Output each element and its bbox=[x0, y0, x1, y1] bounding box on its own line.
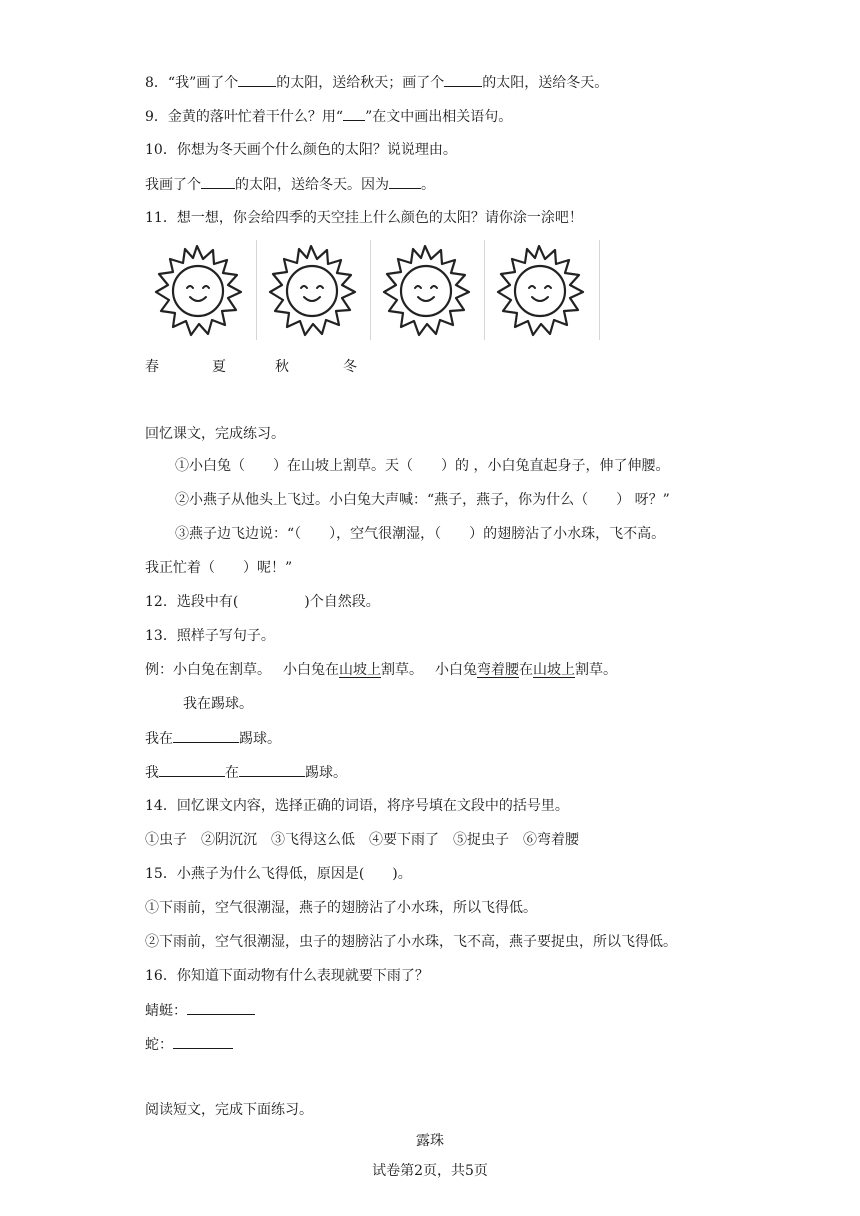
question-8: 8．“我”画了个 的太阳，送给秋天；画了个 的太阳，送给冬天。 bbox=[145, 72, 608, 93]
answer-blank[interactable] bbox=[389, 174, 421, 189]
question-15-option-1[interactable]: ①下雨前，空气很潮湿，燕子的翅膀沾了小水珠，所以飞得低。 bbox=[145, 900, 537, 916]
sun-smiling-icon[interactable] bbox=[261, 240, 373, 340]
answer-blank[interactable] bbox=[239, 762, 305, 777]
season-label-spring: 春 bbox=[145, 359, 159, 375]
divider bbox=[599, 240, 600, 340]
question-13: 13．照样子写句子。 bbox=[145, 628, 275, 644]
divider bbox=[256, 240, 257, 340]
answer-blank[interactable] bbox=[238, 72, 276, 87]
season-label-summer: 夏 bbox=[212, 359, 226, 375]
underline-mark bbox=[343, 106, 365, 121]
given-sentence: 我在踢球。 bbox=[183, 696, 253, 712]
answer-blank[interactable] bbox=[201, 174, 235, 189]
passage-paragraph-2: ②小燕子从他头上飞过。小白兔大声喊：“燕子，燕子，你为什么（ ） 呀？” bbox=[175, 492, 670, 508]
question-13-answer-1: 我在 踢球。 bbox=[145, 728, 281, 749]
sun-smiling-icon[interactable] bbox=[375, 240, 487, 340]
answer-blank[interactable] bbox=[444, 72, 482, 87]
question-10-answer: 我画了个 的太阳，送给冬天。因为 。 bbox=[145, 174, 435, 195]
example-sentences: 例：小白兔在割草。 小白兔在山坡上割草。 小白兔弯着腰在山坡上割草。 bbox=[145, 662, 617, 678]
question-14-options: ①虫子 ②阴沉沉 ③飞得这么低 ④要下雨了 ⑤捉虫子 ⑥弯着腰 bbox=[145, 832, 579, 848]
passage-paragraph-1: ①小白兔（ ）在山坡上割草。天（ ）的 ，小白兔直起身子，伸了伸腰。 bbox=[175, 458, 670, 474]
season-label-autumn: 秋 bbox=[275, 359, 289, 375]
question-15-option-2[interactable]: ②下雨前，空气很潮湿，虫子的翅膀沾了小水珠，飞不高，燕子要捉虫，所以飞得低。 bbox=[145, 934, 677, 950]
question-16: 16．你知道下面动物有什么表现就要下雨了？ bbox=[145, 968, 429, 984]
divider bbox=[370, 240, 371, 340]
passage-paragraph-3-cont: 我正忙着（ ）呢！” bbox=[145, 560, 293, 576]
question-11: 11．想一想，你会给四季的天空挂上什么颜色的太阳？请你涂一涂吧！ bbox=[145, 210, 583, 226]
season-label-winter: 冬 bbox=[343, 359, 357, 375]
answer-blank[interactable] bbox=[173, 1034, 233, 1049]
answer-blank[interactable] bbox=[187, 1000, 255, 1015]
page-footer: 试卷第2页，共5页 bbox=[372, 1163, 488, 1179]
sun-smiling-icon[interactable] bbox=[147, 240, 259, 340]
question-14: 14．回忆课文内容，选择正确的词语，将序号填在文段中的括号里。 bbox=[145, 798, 569, 814]
question-15: 15．小燕子为什么飞得低，原因是( )。 bbox=[145, 866, 412, 882]
sun-coloring-row bbox=[145, 240, 605, 340]
question-16-item-snake: 蛇： bbox=[145, 1034, 233, 1055]
divider bbox=[484, 240, 485, 340]
question-16-item-dragonfly: 蜻蜓： bbox=[145, 1000, 255, 1021]
reading-intro: 阅读短文，完成下面练习。 bbox=[145, 1102, 313, 1118]
question-12: 12．选段中有( )个自然段。 bbox=[145, 594, 380, 610]
answer-blank[interactable] bbox=[173, 728, 239, 743]
passage-paragraph-3: ③燕子边飞边说：“（ ），空气很潮湿，（ ）的翅膀沾了小水珠，飞不高。 bbox=[175, 526, 666, 542]
reading-title: 露珠 bbox=[416, 1133, 444, 1149]
passage-intro: 回忆课文，完成练习。 bbox=[145, 426, 285, 442]
question-13-answer-2: 我 在 踢球。 bbox=[145, 762, 347, 783]
answer-blank[interactable] bbox=[159, 762, 225, 777]
sun-smiling-icon[interactable] bbox=[489, 240, 601, 340]
question-9: 9．金黄的落叶忙着干什么？用“ ”在文中画出相关语句。 bbox=[145, 106, 512, 127]
question-10: 10．你想为冬天画个什么颜色的太阳？说说理由。 bbox=[145, 142, 457, 158]
